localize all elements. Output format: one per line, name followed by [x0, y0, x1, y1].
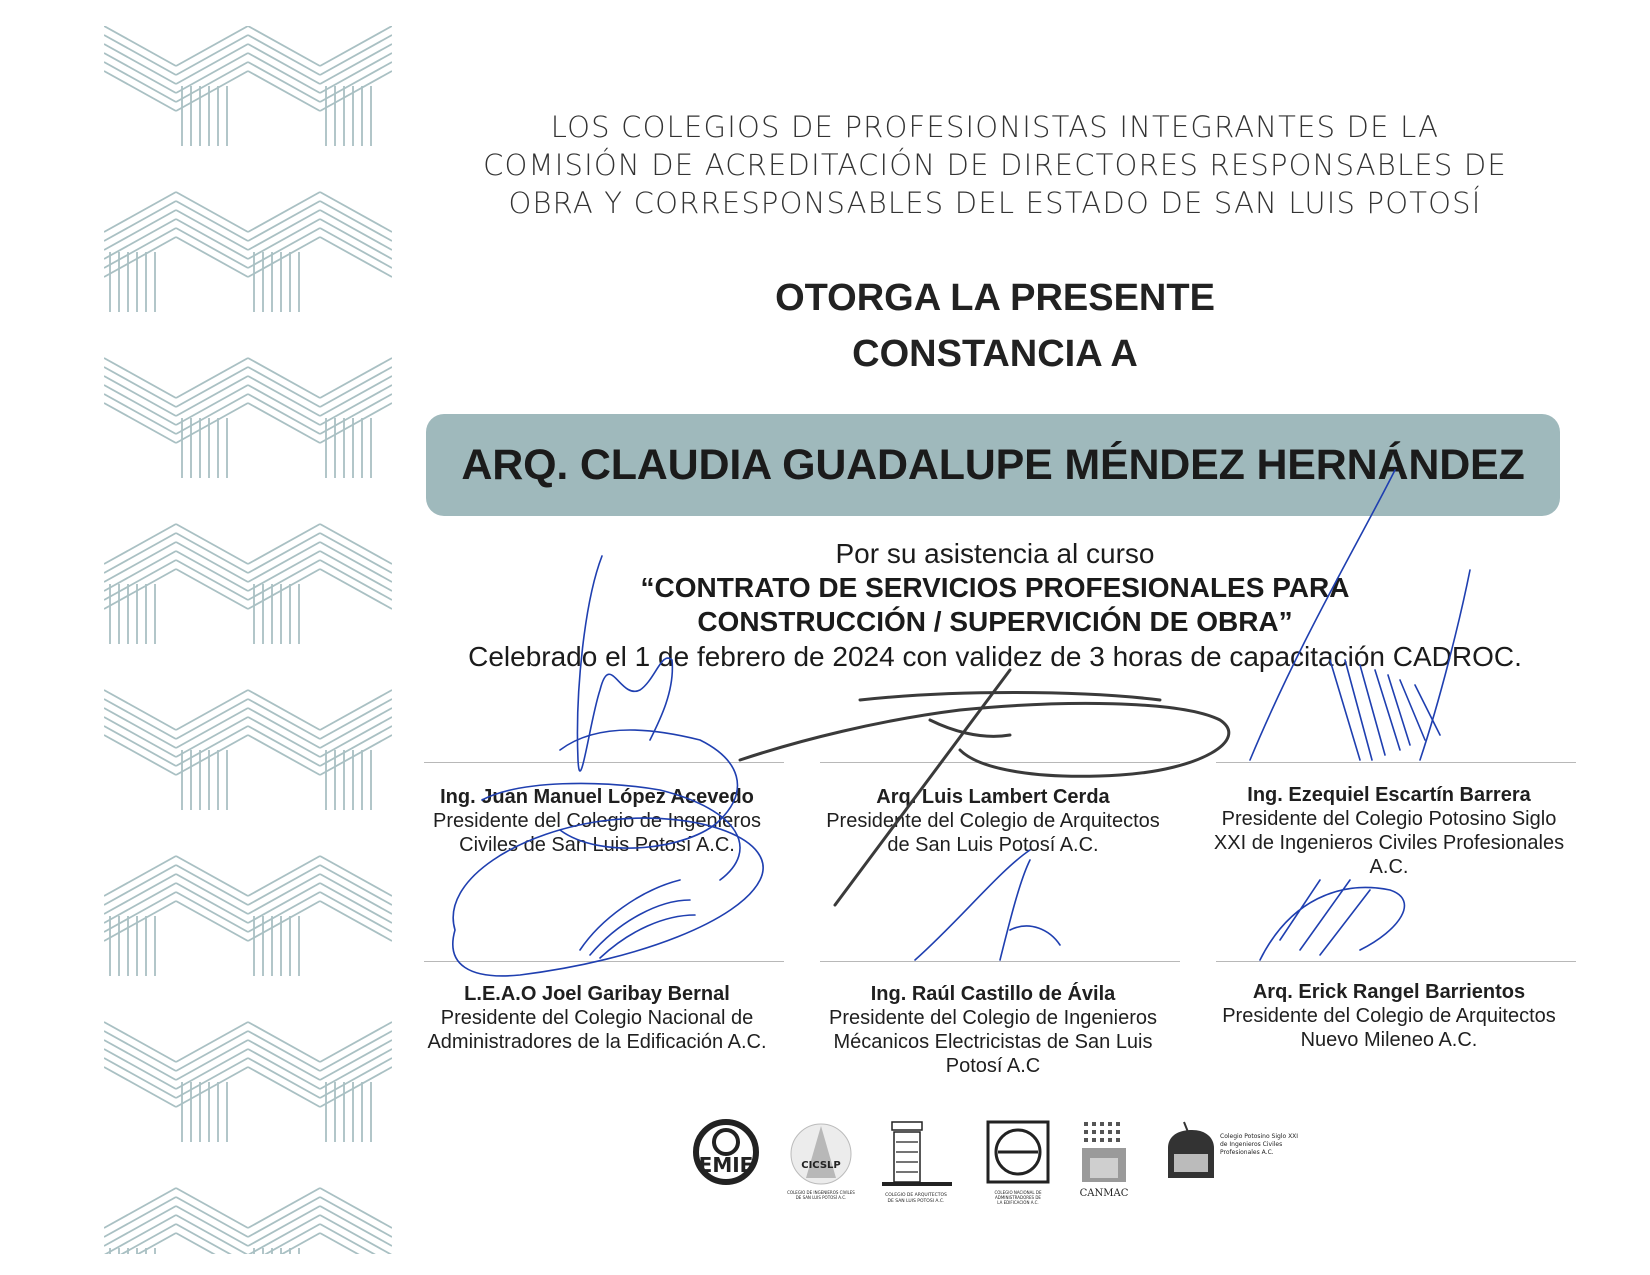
header-line: OBRA Y CORRESPONSABLES DEL ESTADO DE SAN LUIS POTOSÍ — [508, 186, 1482, 220]
course-title-line-2: CONSTRUCCIÓN / SUPERVICIÓN DE OBRA” — [697, 606, 1293, 637]
signatory-role: Civiles de San Luis Potosí A.C. — [459, 834, 735, 856]
header-line: COMISIÓN DE ACREDITACIÓN DE DIRECTORES RESPONSABLES DE — [483, 148, 1507, 182]
svg-text:Profesionales A.C.: Profesionales A.C. — [1220, 1149, 1274, 1156]
svg-text:CANMAC: CANMAC — [1079, 1188, 1129, 1199]
signatory-role: Presidente del Colegio Potosino Siglo — [1221, 808, 1557, 830]
signatory-role: Presidente del Colegio Nacional de — [440, 1007, 754, 1029]
administradores-edificacion-logo-icon — [984, 1118, 1054, 1210]
svg-text:COLEGIO NACIONAL DE: COLEGIO NACIONAL DE — [994, 1190, 1042, 1195]
signatory-block — [808, 982, 1178, 1078]
header-line: LOS COLEGIOS DE PROFESIONISTAS INTEGRANTES DE LA — [550, 110, 1440, 144]
signatory-block — [1204, 783, 1574, 879]
signature-line — [1216, 961, 1576, 962]
signatory-role: Presidente del Colegio de Arquitectos — [826, 810, 1160, 832]
signatory-role: Presidente del Colegio de Ingenieros — [433, 810, 761, 832]
signature-scribble — [860, 693, 1160, 701]
signature-scribble — [930, 720, 1010, 736]
signatory-block — [808, 785, 1178, 857]
signatory-block — [412, 982, 782, 1054]
colegio-arquitectos-logo-icon — [874, 1118, 958, 1208]
signatory-name: Ing. Raúl Castillo de Ávila — [870, 983, 1116, 1005]
member-college-logos — [690, 1118, 1320, 1218]
signature-line — [424, 961, 784, 962]
pattern-stroke — [176, 1215, 248, 1254]
svg-text:EMIE: EMIE — [698, 1153, 754, 1177]
signatory-name: Arq. Luis Lambert Cerda — [876, 786, 1110, 808]
signatory-name: L.E.A.O Joel Garibay Bernal — [464, 983, 730, 1005]
signatory-role: Potosí A.C — [945, 1055, 1041, 1077]
issuing-commission-header — [430, 108, 1560, 222]
cime-logo-icon — [690, 1118, 762, 1198]
signature-line — [1216, 762, 1576, 763]
course-description — [420, 537, 1570, 675]
signature-scribble — [915, 850, 1060, 960]
signatory-role: Presidente del Colegio de Arquitectos — [1222, 1005, 1556, 1027]
course-title-line-1: “CONTRATO DE SERVICIOS PROFESIONALES PARA — [640, 572, 1350, 603]
canmac-logo-icon — [1076, 1118, 1136, 1208]
grant-statement — [600, 270, 1390, 382]
signatory-name: Arq. Erick Rangel Barrientos — [1252, 981, 1526, 1003]
svg-text:de Ingenieros Civiles: de Ingenieros Civiles — [1220, 1141, 1283, 1148]
svg-text:ADMINISTRADORES DE: ADMINISTRADORES DE — [995, 1195, 1041, 1200]
svg-text:Colegio Potosino Siglo XXI: Colegio Potosino Siglo XXI — [1220, 1133, 1299, 1140]
signatory-name: Ing. Ezequiel Escartín Barrera — [1247, 784, 1531, 806]
svg-text:CICSLP: CICSLP — [801, 1160, 841, 1171]
signature-scribble — [1330, 660, 1440, 760]
pattern-stroke — [104, 1215, 176, 1254]
grant-line-1: OTORGA LA PRESENTE — [775, 277, 1215, 319]
pattern-stroke — [320, 1215, 392, 1254]
course-intro: Por su asistencia al curso — [835, 538, 1155, 569]
recipient-band — [426, 414, 1560, 516]
signatory-block — [412, 785, 782, 857]
signature-scribble — [580, 880, 695, 958]
svg-text:COLEGIO DE ARQUITECTOS: COLEGIO DE ARQUITECTOS — [885, 1193, 947, 1198]
cicslp-logo-icon — [786, 1118, 856, 1202]
signatory-role: de San Luis Potosí A.C. — [887, 834, 1099, 856]
course-date-validity: Celebrado el 1 de febrero de 2024 con validez de 3 horas de capacitación CADROC. — [468, 641, 1522, 672]
signatory-role: A.C. — [1369, 856, 1409, 878]
svg-text:LA EDIFICACIÓN A.C.: LA EDIFICACIÓN A.C. — [997, 1200, 1039, 1205]
recipient-name: ARQ. CLAUDIA GUADALUPE MÉNDEZ HERNÁNDEZ — [461, 440, 1525, 489]
signature-scribble — [740, 703, 1229, 776]
signature-scribble — [1260, 880, 1404, 960]
decorative-geometric-pattern — [104, 26, 392, 1254]
signatory-role: XXI de Ingenieros Civiles Profesionales — [1213, 832, 1565, 854]
pattern-stroke — [248, 1215, 320, 1254]
signatory-role: Nuevo Mileneo A.C. — [1300, 1029, 1478, 1051]
svg-text:COLEGIO DE INGENIEROS CIVILES: COLEGIO DE INGENIEROS CIVILES — [787, 1190, 855, 1195]
signatory-role: Administradores de la Edificación A.C. — [427, 1031, 767, 1053]
signatory-block — [1204, 980, 1574, 1052]
colegio-potosino-siglo-xxi-logo-icon — [1158, 1118, 1318, 1198]
signature-line — [820, 762, 1180, 763]
svg-text:DE SAN LUIS POTOSÍ A.C.: DE SAN LUIS POTOSÍ A.C. — [795, 1195, 847, 1200]
signature-line — [424, 762, 784, 763]
signature-line — [820, 961, 1180, 962]
signatory-role: Mécanicos Electricistas de San Luis — [833, 1031, 1153, 1053]
svg-text:DE SAN LUIS POTOSI A.C.: DE SAN LUIS POTOSI A.C. — [887, 1199, 945, 1204]
signatory-name: Ing. Juan Manuel López Acevedo — [440, 786, 754, 808]
grant-line-2: CONSTANCIA A — [852, 333, 1138, 375]
signatory-role: Presidente del Colegio de Ingenieros — [829, 1007, 1157, 1029]
